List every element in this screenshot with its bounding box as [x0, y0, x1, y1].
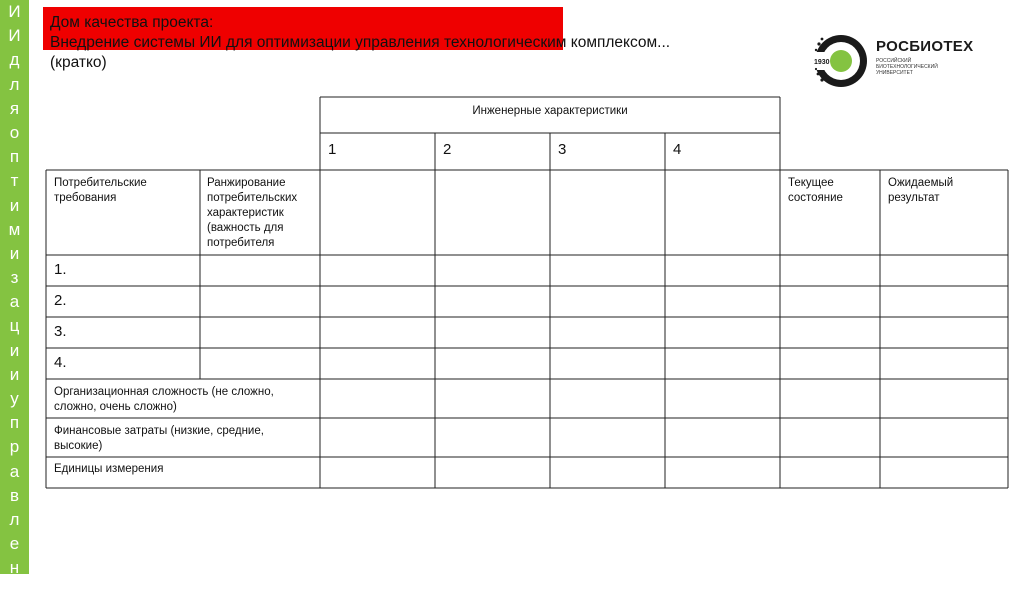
org-complexity-label: Организационная сложность (не сложно, сложно, очень сложно)	[54, 386, 274, 413]
financial-costs-label: Финансовые затраты (низкие, средние, высокие)	[54, 425, 264, 452]
side-letter: а	[9, 292, 20, 312]
title-line-1: Дом качества проекта:	[50, 14, 214, 31]
side-letter: а	[9, 461, 20, 481]
eng-col-4: 4	[673, 141, 682, 158]
row-label-4: 4.	[54, 354, 67, 371]
title-line-2: Внедрение системы ИИ для оптимизации управления технологическим комплексом...	[50, 34, 671, 51]
side-letter: ц	[9, 316, 20, 336]
side-letter: е	[9, 534, 20, 554]
side-letter: о	[9, 122, 20, 142]
row-label-2: 2.	[54, 292, 67, 309]
side-letter: и	[9, 364, 20, 384]
svg-text:1930: 1930	[814, 59, 830, 66]
side-letter: м	[8, 219, 21, 239]
side-letter: з	[10, 268, 19, 288]
engineering-header: Инженерные характеристики	[472, 105, 628, 117]
side-letter: в	[9, 485, 20, 505]
side-letter: л	[9, 509, 20, 529]
side-letter: л	[9, 74, 20, 94]
side-letter: у	[10, 389, 19, 408]
eng-col-2: 2	[443, 141, 452, 158]
consumer-requirements-header: Потребительские требования	[54, 177, 147, 204]
logo-name: РОСБИОТЕХ	[876, 38, 974, 55]
side-letter: н	[9, 558, 20, 578]
expected-result-header: Ожидаемый результат	[888, 177, 954, 204]
eng-col-1: 1	[328, 141, 337, 158]
logo-subtitle: РОССИЙСКИЙ БИОТЕХНОЛОГИЧЕСКИЙ УНИВЕРСИТЕТ	[876, 58, 938, 76]
side-letter: и	[9, 582, 20, 602]
row-label-1: 1.	[54, 261, 67, 278]
side-letter: п	[9, 147, 20, 167]
units-label: Единицы измерения	[54, 463, 164, 475]
side-letter: И	[8, 2, 21, 21]
side-letter: и	[9, 195, 20, 215]
side-letter: И	[8, 26, 21, 46]
side-letter: д	[9, 50, 20, 70]
row-label-3: 3.	[54, 323, 67, 340]
side-letter: и	[9, 340, 20, 360]
side-letter: и	[9, 243, 20, 263]
side-letter: п	[9, 413, 20, 433]
ranking-header: Ранжирование потребительских характеристик (важность для потребителя	[207, 177, 298, 249]
side-letter: я	[9, 98, 20, 118]
side-letter: р	[9, 437, 20, 457]
current-state-header: Текущее состояние	[788, 177, 843, 204]
side-letter: т	[10, 171, 19, 191]
eng-col-3: 3	[558, 141, 567, 158]
title-line-3: (кратко)	[50, 54, 107, 71]
